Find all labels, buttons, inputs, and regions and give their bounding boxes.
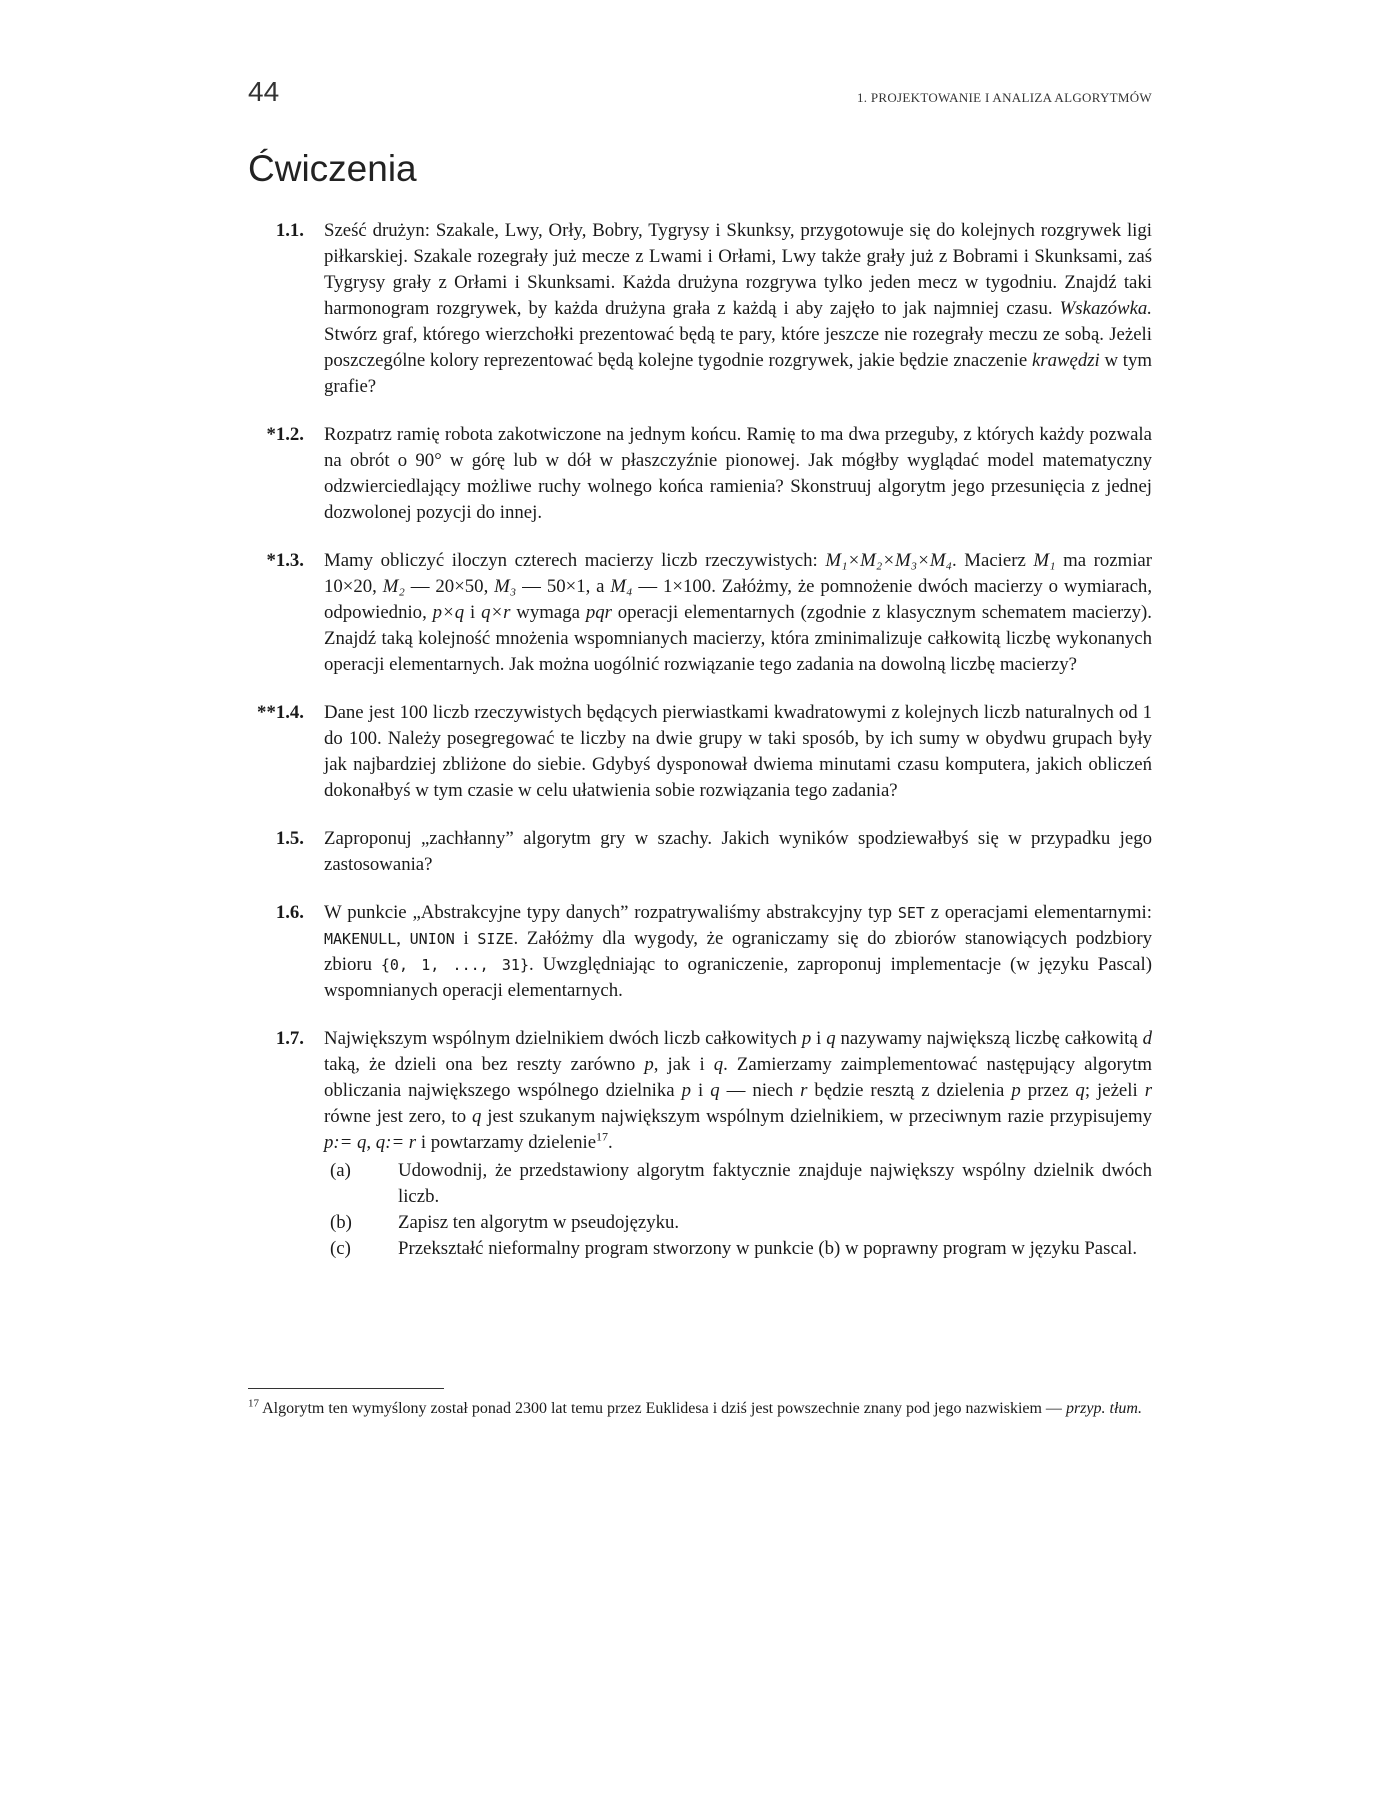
exercise-text-part: ; jeżeli (1084, 1080, 1145, 1101)
exercise-text-part: — 20×50, (404, 576, 495, 597)
exercise-text-part: równe jest zero, to (324, 1106, 472, 1127)
math-expression: pqr (585, 602, 612, 623)
subitem-c (324, 1236, 1152, 1262)
exercise-number: 1.7. (275, 1028, 304, 1049)
exercise-text-part: , jak i (653, 1054, 714, 1075)
math-variable: q (472, 1106, 482, 1127)
page-number: 44 (248, 76, 280, 107)
math-variable: q (1075, 1080, 1085, 1101)
math-variable: q (826, 1028, 836, 1049)
exercise-text: Rozpatrz ramię robota zakotwiczone na jednym końcu. Ramię to ma dwa przeguby, z których każdy pozwala na obrót o 90° w górę lub w dół w płaszczyźnie pionowej. Jak mógłby wyglądać model matematyczny odzwierciedlający możliwe ruchy wolnego końca ramienia? Skonstruuj algorytm jego przesunięcia z jednej dozwolonej pozycji do innej. (324, 424, 1152, 523)
exercise-text-part: . Macierz (952, 550, 1034, 571)
math-variable: d (1142, 1028, 1153, 1049)
subitem-a (324, 1158, 1152, 1210)
math-assignment: q:= r (375, 1132, 417, 1153)
matrix-symbol: M₁ (1033, 550, 1056, 571)
exercise-1-4 (248, 700, 1152, 804)
matrix-product: M₁×M₂×M₃×M₄ (825, 550, 953, 571)
exercise-text-part: i (464, 602, 482, 623)
footnote-attribution: przyp. tłum. (1065, 1400, 1142, 1417)
math-expression: p×q (432, 602, 465, 623)
exercise-text-part: ma rozmiar 10×20, (324, 550, 1152, 597)
exercise-text-part: , (366, 1132, 376, 1153)
matrix-symbol: M₂ (382, 576, 405, 597)
math-variable: q (710, 1080, 720, 1101)
exercise-text-part: operacji elementarnych (zgodnie z klasycznym schematem macierzy). Znajdź taką kolejność mnożenia wspomnianych macierzy, która zminimalizuje całkowitą liczbę wykonanych operacji elementarnych. Jak można uogólnić rozwiązanie tego zadania na dowolną liczbę macierzy? (324, 602, 1152, 675)
math-variable: r (1144, 1080, 1153, 1101)
exercise-list (248, 218, 1152, 1284)
exercise-text-part: . (608, 1132, 613, 1153)
matrix-symbol: M₃ (494, 576, 517, 597)
exercise-text: Dane jest 100 liczb rzeczywistych będących pierwiastkami kwadratowymi z kolejnych liczb naturalnych od 1 do 100. Należy posegregować te liczby na dwie grupy w taki sposób, by ich sumy w obydwu grupach były jak najbardziej zbliżone do siebie. Gdybyś dysponował dwiema minutami czasu komputera, jakich obliczeń dokonałbyś w tym czasie w celu ułatwienia sobie rozwiązania tego zadania? (324, 702, 1152, 801)
page-header (248, 72, 1152, 112)
subitem-label: (b) (330, 1212, 352, 1233)
exercise-text-part: — niech (719, 1080, 801, 1101)
exercise-text-part: . Uwzględniając to ograniczenie, zaproponuj implementacje (w języku Pascal) wspomnianych operacji elementarnych. (324, 954, 1152, 1001)
exercise-text-part: i powtarzamy dzielenie (416, 1132, 597, 1153)
exercise-1-1 (248, 218, 1152, 400)
exercise-text-part: i (691, 1080, 711, 1101)
exercise-text-part: Największym wspólnym dzielnikiem dwóch liczb całkowitych (324, 1028, 802, 1049)
subitem-text: Udowodnij, że przedstawiony algorytm faktycznie znajduje największy wspólny dzielnik dwóch liczb. (398, 1160, 1152, 1207)
math-variable: r (800, 1080, 808, 1101)
exercise-text-part: wymaga (510, 602, 586, 623)
subitem-list (324, 1158, 1152, 1262)
subitem-b (324, 1210, 1152, 1236)
footnote-divider (248, 1388, 444, 1389)
footnote-mark: 17 (248, 1397, 259, 1410)
emphasized-term: krawędzi (1031, 350, 1100, 371)
exercise-1-5 (248, 826, 1152, 878)
code-identifier: UNION (409, 930, 455, 948)
exercise-1-2 (248, 422, 1152, 526)
exercise-text-part: będzie resztą z dzielenia (807, 1080, 1012, 1101)
exercise-text-part: — 50×1, a (516, 576, 611, 597)
exercise-text (324, 548, 1152, 678)
hint-label: Wskazówka. (1059, 298, 1152, 319)
exercise-text (324, 218, 1152, 400)
exercise-text-part: nazywamy największą liczbę całkowitą (835, 1028, 1143, 1049)
exercise-text-part: , (396, 928, 410, 949)
exercise-text-part: w tym grafie? (324, 350, 1153, 397)
exercise-text: Zaproponuj „zachłanny” algorytm gry w szachy. Jakich wyników spodziewałbyś się w przypadku jego zastosowania? (324, 828, 1152, 875)
exercise-number: *1.3. (266, 550, 304, 571)
exercise-text-part: taką, że dzieli ona bez reszty zarówno (324, 1054, 645, 1075)
exercise-text-part: W punkcie „Abstrakcyjne typy danych” rozpatrywaliśmy abstrakcyjny typ (324, 902, 898, 923)
section-title: Ćwiczenia (248, 148, 417, 189)
math-expression: q×r (481, 602, 511, 623)
exercise-1-7 (248, 1026, 1152, 1262)
math-variable: p (644, 1054, 654, 1075)
footnote (248, 1398, 1152, 1420)
math-variable: p (801, 1028, 812, 1049)
exercise-text-part: Stwórz graf, którego wierzchołki prezentować będą te pary, które jeszcze nie rozegrały meczu ze sobą. Jeżeli poszczególne kolory reprezentować będą kolejne tygodnie rozgrywek, jakie będzie znaczenie (324, 324, 1152, 371)
code-identifier: SIZE (477, 930, 514, 948)
matrix-symbol: M₄ (610, 576, 633, 597)
exercise-text-part: jest szukanym największym wspólnym dzielnikiem, w przeciwnym razie przypisujemy (481, 1106, 1152, 1127)
exercise-text (324, 900, 1152, 1004)
exercise-text-part: . Zamierzamy zaimplementować następujący algorytm obliczania największego wspólnego dzielnika (324, 1054, 1152, 1101)
math-assignment: p:= q (324, 1132, 367, 1153)
exercise-text (324, 1026, 1152, 1156)
code-set-literal: {0, 1, ..., 31} (380, 956, 529, 974)
exercise-text-part: Mamy obliczyć iloczyn czterech macierzy liczb rzeczywistych: (324, 550, 826, 571)
subitem-label: (a) (330, 1160, 351, 1181)
subitem-label: (c) (330, 1238, 351, 1259)
exercise-number: *1.2. (266, 424, 304, 445)
exercise-text-part: — 1×100. Załóżmy, że pomnożenie dwóch macierzy o wymiarach, odpowiednio, (324, 576, 1153, 623)
math-variable: p (681, 1080, 692, 1101)
exercise-1-3 (248, 548, 1152, 678)
exercise-text-part: . Załóżmy dla wygody, że ograniczamy się do zbiorów stanowiących podzbiory zbioru (324, 928, 1153, 975)
math-variable: p (1011, 1080, 1021, 1101)
subitem-text: Zapisz ten algorytm w pseudojęzyku. (398, 1212, 680, 1233)
code-identifier: MAKENULL (324, 930, 397, 948)
exercise-number: 1.6. (275, 902, 304, 923)
exercise-1-6 (248, 900, 1152, 1004)
exercise-text-part: przez (1020, 1080, 1076, 1101)
exercise-text-part: Sześć drużyn: Szakale, Lwy, Orły, Bobry, Tygrysy i Skunksy, przygotowuje się do kolejnych rozgrywek ligi piłkarskiej. Szakale rozegrały już mecze z Lwami i Orłami, Lwy także grały już z Bobrami i Skunksami, zaś Tygrysy grały z Orłami i Skunksami. Każda drużyna rozgrywa tylko jeden mecz w tygodniu. Znajdź taki harmonogram rozgrywek, by każda drużyna grała z każdą i aby zajęło to jak najmniej czasu. (324, 220, 1152, 319)
subitem-text: Przekształć nieformalny program stworzony w punkcie (b) w poprawny program w języku Pascal. (398, 1238, 1138, 1259)
exercise-number: 1.5. (275, 828, 304, 849)
code-identifier: SET (897, 904, 925, 922)
math-variable: q (713, 1054, 724, 1075)
footnote-text: Algorytm ten wymyślony został ponad 2300 lat temu przez Euklidesa i dziś jest powszechnie znany pod jego nazwiskiem — (259, 1400, 1066, 1417)
exercise-text-part: i (454, 928, 478, 949)
running-head: 1. PROJEKTOWANIE I ANALIZA ALGORYTMÓW (856, 90, 1152, 105)
exercise-text-part: i (811, 1028, 827, 1049)
exercise-number: **1.4. (257, 702, 304, 723)
exercise-text-part: z operacjami elementarnymi: (924, 902, 1152, 923)
exercise-number: 1.1. (275, 220, 304, 241)
footnote-reference[interactable]: 17 (596, 1129, 609, 1144)
